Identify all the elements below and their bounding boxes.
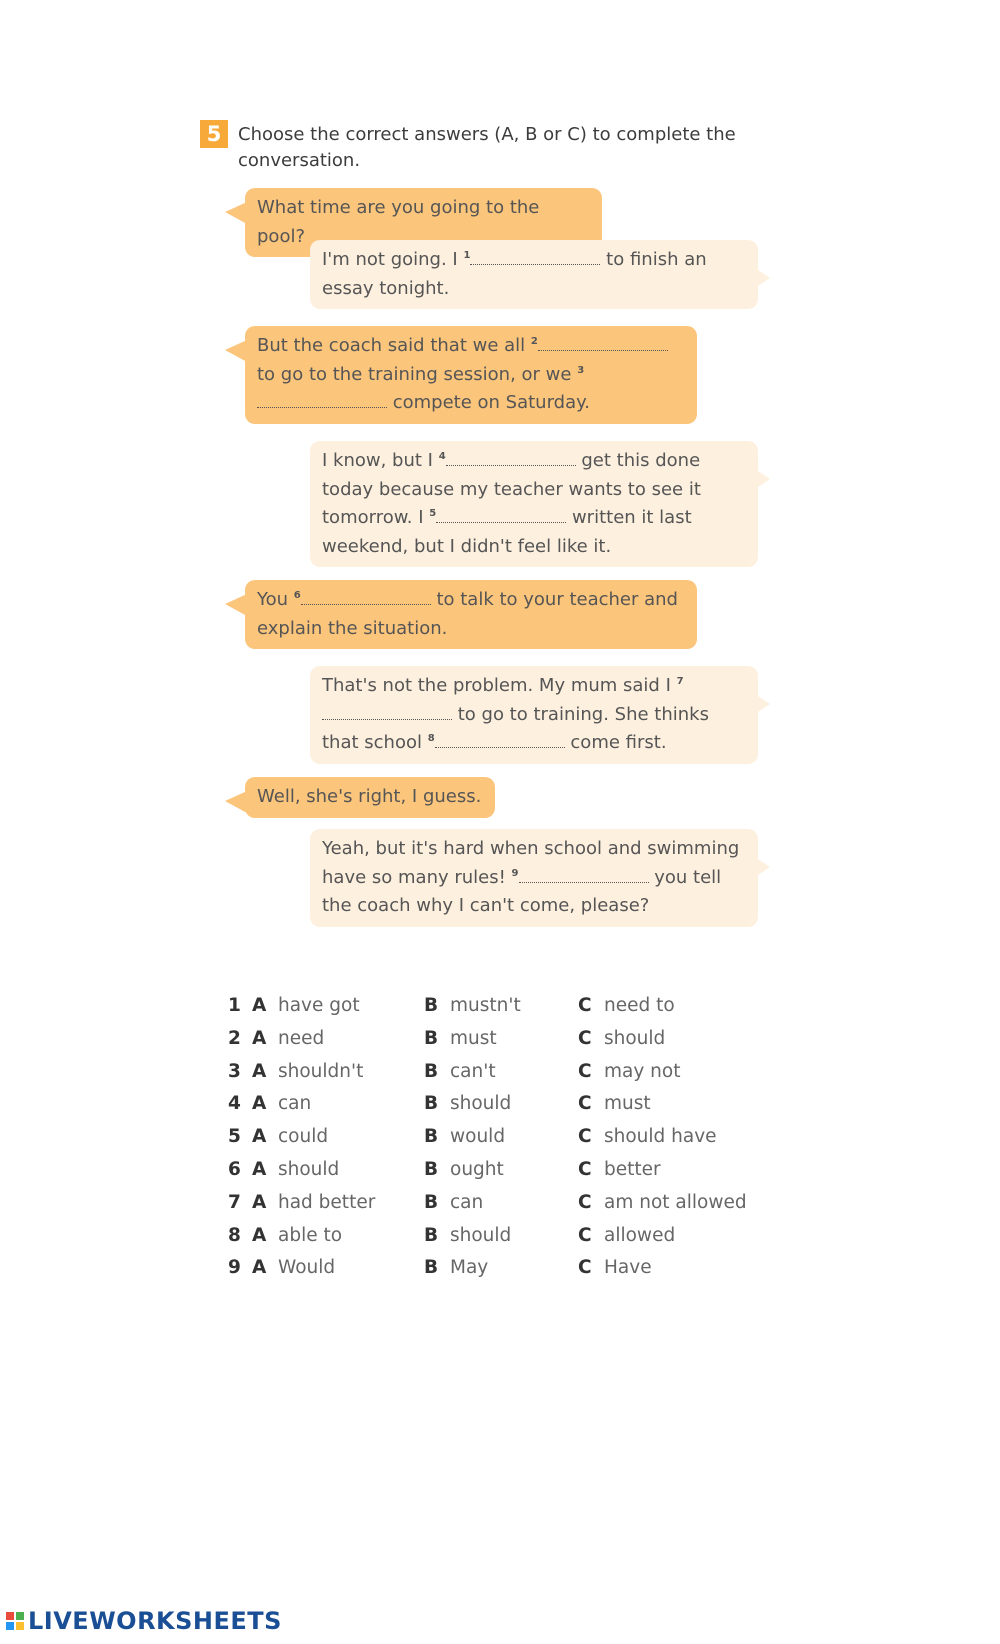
option-letter: A <box>252 1224 267 1246</box>
option-c[interactable]: better <box>604 1158 661 1180</box>
dialogue-text: to talk to your teacher and explain the situation. <box>257 589 678 639</box>
dialogue-text: What time are you going to the pool? <box>257 197 540 247</box>
dialogue-text: I'm not going. I <box>322 249 464 270</box>
question-number: 8 <box>228 1224 241 1246</box>
option-letter: A <box>252 1027 267 1049</box>
option-b[interactable]: mustn't <box>450 995 521 1016</box>
brand-logo: LIVEWORKSHEETS <box>28 1607 282 1635</box>
option-b[interactable]: can't <box>450 1060 496 1082</box>
option-a[interactable]: could <box>278 1126 329 1148</box>
exercise-number: 5 <box>200 120 228 148</box>
option-c[interactable]: need to <box>604 995 675 1016</box>
option-letter: A <box>252 1257 267 1279</box>
dialogue-text: You <box>257 589 294 610</box>
answer-gap-3[interactable] <box>257 391 387 408</box>
option-letter: C <box>578 1126 592 1148</box>
option-letter: A <box>252 1126 267 1148</box>
answer-gap-8[interactable] <box>435 731 565 748</box>
option-a[interactable]: should <box>278 1158 340 1180</box>
gap-number: 4 <box>438 451 446 462</box>
option-b[interactable]: must <box>450 1027 497 1049</box>
dialogue-text: written it last weekend, but I didn't feel like it. <box>322 507 692 557</box>
gap-number: 5 <box>429 508 437 519</box>
answer-gap-2[interactable] <box>538 334 668 351</box>
option-letter: B <box>424 1126 439 1148</box>
option-letter: A <box>252 1191 267 1213</box>
gap-number: 8 <box>427 733 435 744</box>
answer-gap-9[interactable] <box>519 866 649 883</box>
option-c[interactable]: allowed <box>604 1224 676 1246</box>
exercise-instruction: Choose the correct answers (A, B or C) to complete the conversation. <box>238 124 736 171</box>
question-number: 3 <box>228 1060 241 1082</box>
option-c[interactable]: must <box>604 1093 651 1115</box>
gap-number: 7 <box>676 676 684 687</box>
gap-number: 6 <box>293 590 301 601</box>
dialogue-bubble-5 <box>245 580 697 649</box>
question-number: 2 <box>228 1027 241 1049</box>
dialogue-bubble-6 <box>310 666 758 764</box>
answer-gap-4[interactable] <box>446 449 576 466</box>
option-letter: C <box>578 1093 592 1115</box>
option-c[interactable]: Have <box>604 1257 652 1279</box>
option-a[interactable]: shouldn't <box>278 1060 364 1082</box>
option-a[interactable]: have got <box>278 995 360 1016</box>
dialogue-bubble-4 <box>310 441 758 567</box>
dialogue-text: But the coach said that we all <box>257 335 531 356</box>
option-b[interactable]: can <box>450 1191 484 1213</box>
option-c[interactable]: should <box>604 1027 666 1049</box>
gap-number: 3 <box>577 364 585 376</box>
question-number: 4 <box>228 1093 241 1115</box>
gap-number: 9 <box>511 867 519 879</box>
option-a[interactable]: able to <box>278 1224 343 1246</box>
answer-gap-1[interactable] <box>470 248 600 265</box>
option-letter: C <box>578 1191 592 1213</box>
dialogue-text: get this done today because my teacher wants to see it tomorrow. I <box>322 450 701 528</box>
dialogue-text: compete on Saturday. <box>387 392 590 413</box>
option-b[interactable]: should <box>450 1224 512 1246</box>
option-letter: B <box>424 1093 439 1115</box>
option-letter: B <box>424 1060 439 1082</box>
option-b[interactable]: ought <box>450 1158 504 1180</box>
question-number: 6 <box>228 1158 241 1180</box>
option-letter: B <box>424 1224 439 1246</box>
option-a[interactable]: need <box>278 1027 325 1049</box>
option-letter: C <box>578 995 592 1016</box>
question-number: 7 <box>228 1191 241 1213</box>
dialogue-text: Yeah, but it's hard when school and swimming have so many rules! <box>322 838 740 888</box>
option-c[interactable]: should have <box>604 1126 717 1148</box>
question-number: 1 <box>228 995 241 1016</box>
option-c[interactable]: am not allowed <box>604 1191 747 1213</box>
option-letter: B <box>424 1158 439 1180</box>
question-number: 9 <box>228 1257 241 1279</box>
option-letter: A <box>252 1158 267 1180</box>
option-a[interactable]: had better <box>278 1191 376 1213</box>
dialogue-bubble-7 <box>245 777 495 818</box>
dialogue-text: to go to training. She thinks that school <box>322 703 709 753</box>
dialogue-bubble-8 <box>310 829 758 927</box>
answer-gap-5[interactable] <box>436 506 566 523</box>
option-letter: A <box>252 1060 267 1082</box>
option-a[interactable]: can <box>278 1093 312 1115</box>
dialogue-text: That's not the problem. My mum said I <box>322 675 677 696</box>
option-letter: C <box>578 1224 592 1246</box>
option-letter: C <box>578 1158 592 1180</box>
option-letter: A <box>252 995 267 1016</box>
option-letter: B <box>424 1191 439 1213</box>
option-letter: C <box>578 1257 592 1279</box>
option-letter: B <box>424 1027 439 1049</box>
dialogue-text: I know, but I <box>322 450 439 471</box>
dialogue-text: come first. <box>564 732 667 753</box>
option-b[interactable]: would <box>450 1126 506 1148</box>
option-letter: C <box>578 1027 592 1049</box>
liveworksheets-logo-icon <box>6 1612 24 1630</box>
option-c[interactable]: may not <box>604 1060 681 1082</box>
dialogue-text: Well, she's right, I guess. <box>257 786 482 807</box>
dialogue-text: to go to the training session, or we <box>257 363 578 385</box>
option-b[interactable]: May <box>450 1257 489 1279</box>
dialogue-bubble-2 <box>310 240 758 309</box>
answer-gap-6[interactable] <box>301 588 431 605</box>
option-a[interactable]: Would <box>278 1257 336 1279</box>
dialogue-bubble-3 <box>245 326 697 424</box>
option-letter: B <box>424 995 439 1016</box>
answer-gap-7[interactable] <box>322 703 452 720</box>
gap-number: 2 <box>530 336 538 347</box>
question-number: 5 <box>228 1126 241 1148</box>
option-letter: A <box>252 1093 267 1115</box>
option-letter: C <box>578 1060 592 1082</box>
dialogue-text: to finish an essay tonight. <box>322 249 707 299</box>
dialogue-text: you tell the coach why I can't come, please? <box>322 866 722 916</box>
option-b[interactable]: should <box>450 1093 512 1115</box>
gap-number: 1 <box>463 250 471 261</box>
option-letter: B <box>424 1257 439 1279</box>
